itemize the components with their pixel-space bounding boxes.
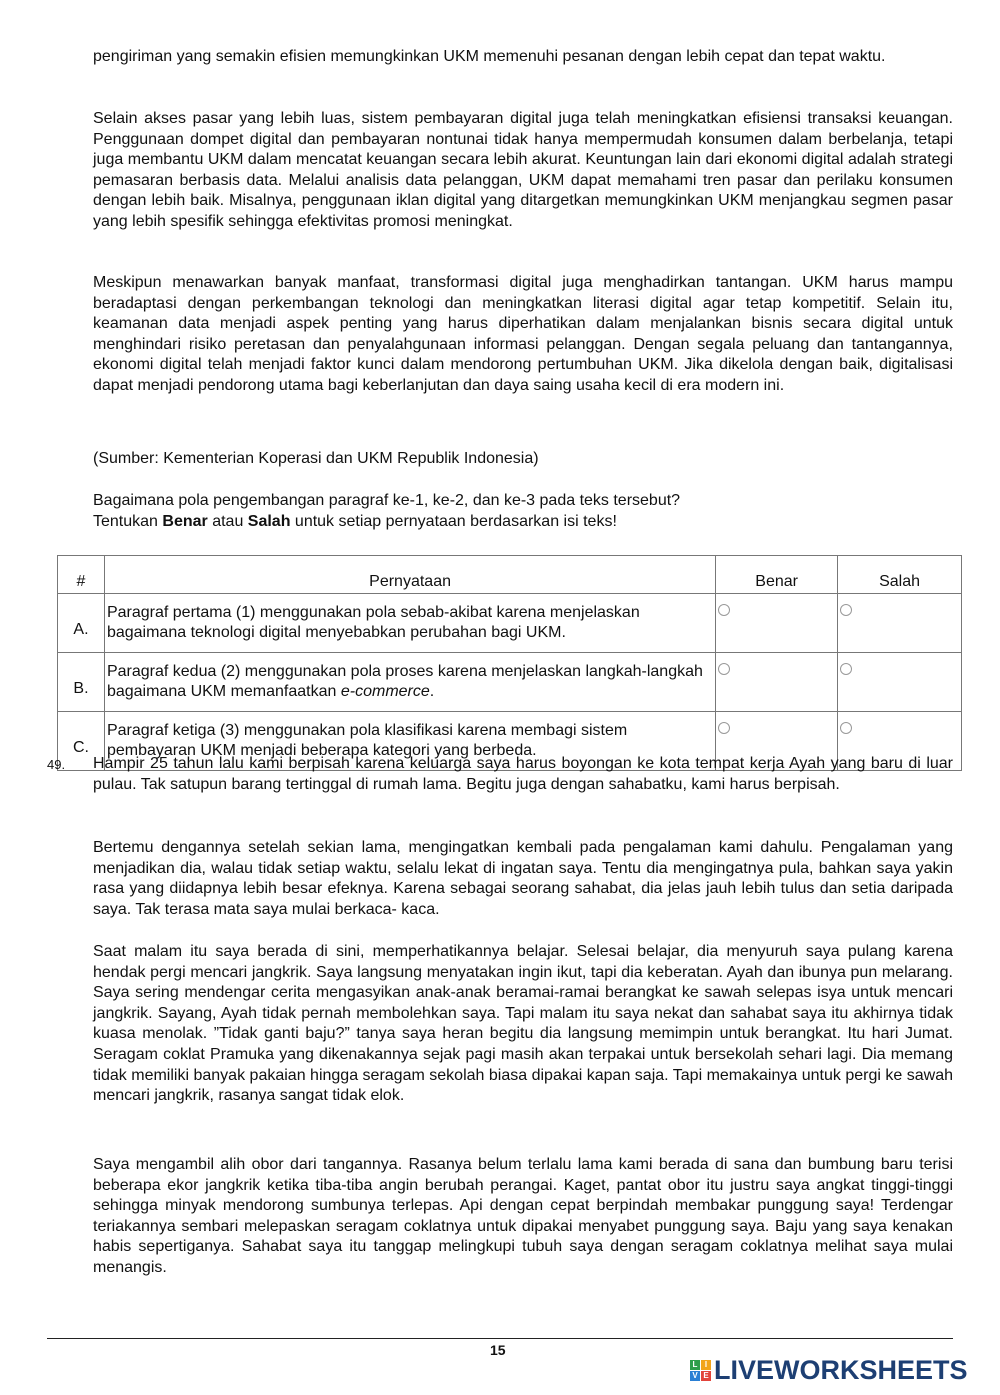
row-label: C. bbox=[58, 712, 105, 771]
question-line-1: Bagaimana pola pengembangan paragraf ke-1, ke-2, dan ke-3 pada teks tersebut? bbox=[93, 492, 681, 509]
table-row bbox=[58, 653, 962, 712]
logo-letter: V bbox=[690, 1371, 700, 1381]
logo-letter: I bbox=[701, 1360, 711, 1370]
story-paragraph-3: Saat malam itu saya berada di sini, memperhatikannya belajar. Selesai belajar, dia menyuruh saya pulang karena hendak pergi mencari jangkrik. Saya langsung menyatakan ingin ikut, tapi dia keberatan. Ayah dan ibunya pun melarang. Saya sering mendengar cerita mengasyikan anak-anak beramai-ramai berangkat ke sawah selepas isya untuk mencari jangkrik. Sayang, Ayah tidak pernah membolehkan saya. Tapi malam itu saya nekat dan sahabat saya itu akhirnya tidak kuasa menolak. ”Tidak ganti baju?” tanya saya heran begitu dia langsung memimpin untuk berangkat. Itu hari Jumat. Seragam coklat Pramuka yang dikenakannya sejak pagi masih akan terpakai untuk bersekolah sehari lagi. Dia memang tidak memiliki banyak pakaian hingga seragam sekolah biasa dipakai kapan saja. Tapi memakainya untuk pergi ke sawah mencari jangkrik, rasanya sangat tidak elok. bbox=[93, 943, 953, 1105]
question-text: Tentukan bbox=[93, 512, 163, 530]
row-statement: Paragraf ketiga (3) menggunakan pola klasifikasi karena membagi sistem pembayaran UKM menjadi beberapa kategori yang berbeda. bbox=[104, 712, 715, 771]
question-prompt bbox=[93, 491, 953, 532]
row-label: A. bbox=[58, 594, 105, 653]
statement-italic: e-commerce bbox=[340, 683, 430, 700]
statement-end: . bbox=[429, 683, 435, 700]
logo-letter: E bbox=[701, 1371, 711, 1381]
bold-benar: Benar bbox=[162, 512, 208, 530]
true-false-table bbox=[57, 555, 962, 771]
paragraph-intro-end: pengiriman yang semakin efisien memungkinkan UKM memenuhi pesanan dengan lebih cepat dan tepat waktu. bbox=[93, 48, 886, 65]
paragraph-3: Meskipun menawarkan banyak manfaat, transformasi digital juga menghadirkan tantangan. UKM harus mampu beradaptasi dengan perkembangan teknologi dan meningkatkan literasi digital agar tetap kompetitif. Selain itu, keamanan data menjadi aspek penting yang harus diperhatikan dalam menjalankan bisnis secara digital untuk menghindari risiko peretasan dan penyalahgunaan informasi pelanggan. Dengan segala peluang dan tantangannya, ekonomi digital telah menjadi faktor kunci dalam mendorong pertumbuhan UKM. Jika dikelola dengan baik, digitalisasi dapat menjadi pendorong utama bagi keberlanjutan dan daya saing usaha kecil di era modern ini. bbox=[93, 274, 953, 394]
question-text: untuk setiap pernyataan berdasarkan isi teks! bbox=[290, 512, 617, 530]
row-label: B. bbox=[58, 653, 105, 712]
question-number: 49. bbox=[47, 757, 66, 772]
benar-radio-b[interactable] bbox=[718, 663, 730, 675]
row-statement bbox=[104, 653, 715, 712]
row-statement: Paragraf pertama (1) menggunakan pola sebab-akibat karena menjelaskan bagaimana teknologi digital menyebabkan perubahan bagi UKM. bbox=[104, 594, 715, 653]
header-salah: Salah bbox=[838, 556, 962, 594]
header-statement: Pernyataan bbox=[104, 556, 715, 594]
paragraph-2: Selain akses pasar yang lebih luas, sistem pembayaran digital juga telah meningkatkan efisiensi transaksi keuangan. Penggunaan dompet digital dan pembayaran nontunai tidak hanya mempermudah konsumen dalam berbelanja, tetapi juga membantu UKM dalam mencatat keuangan secara lebih akurat. Keuntungan lain dari ekonomi digital adalah strategi pemasaran berbasis data. Melalui analisis data pelanggan, UKM dapat memahami tren pasar dan perilaku konsumen dengan lebih baik. Misalnya, penggunaan iklan digital yang ditargetkan memungkinkan UKM menjangkau segmen pasar yang lebih spesifik sehingga efektivitas promosi meningkat. bbox=[93, 110, 953, 230]
benar-radio-c[interactable] bbox=[718, 722, 730, 734]
logo-text: LIVEWORKSHEETS bbox=[714, 1355, 968, 1385]
footer-divider bbox=[47, 1338, 953, 1339]
story-paragraph-4: Saya mengambil alih obor dari tangannya. Rasanya belum terlalu lama kami berada di sana dan bumbung baru terisi beberapa ekor jangkrik ketika tiba-tiba angin berubah perangai. Kaget, pantat obor itu justru saya angkat tinggi-tinggi sehingga minyak mendorong sumbunya terlepas. Api dengan cepat berpindah membakar punggung saya! Terdengar teriakannya sembari melepaskan seragam coklatnya untuk dipakai menyabet punggung saya. Baju yang saya kenakan habis sepertiganya. Sahabat saya itu tanggap melingkupi tubuh saya dengan seragam coklatnya melihat saya mulai menangis. bbox=[93, 1156, 953, 1276]
statement-text: Paragraf kedua (2) menggunakan pola proses karena menjelaskan langkah-langkah bagaimana UKM memanfaatkan bbox=[106, 663, 703, 700]
story-paragraph-1: Hampir 25 tahun lalu kami berpisah karena keluarga saya harus boyongan ke kota tempat kerja Ayah yang baru di luar pulau. Tak satupun barang tertinggal di rumah lama. Begitu juga dengan sahabatku, kami harus berpisah. bbox=[93, 755, 953, 793]
benar-cell bbox=[716, 653, 838, 712]
benar-cell bbox=[716, 594, 838, 653]
header-number: # bbox=[58, 556, 105, 594]
table-row bbox=[58, 594, 962, 653]
question-text: atau bbox=[207, 512, 248, 530]
header-benar: Benar bbox=[716, 556, 838, 594]
table-header bbox=[58, 556, 962, 594]
logo-squares-icon bbox=[690, 1360, 711, 1381]
liveworksheets-logo bbox=[690, 1355, 968, 1386]
page-number: 15 bbox=[490, 1342, 506, 1358]
salah-radio-a[interactable] bbox=[840, 604, 852, 616]
benar-radio-a[interactable] bbox=[718, 604, 730, 616]
story-paragraph-2: Bertemu dengannya setelah sekian lama, mengingatkan kembali pada pengalaman kami dahulu. Pengalaman yang menjadikan dia, walau tidak setiap waktu, selalu lekat di ingatan saya. Tentu dia mengingatnya pula, bahkan saya yakin rasa yang diidapnya lebih besar efeknya. Karena sebagai seorang sahabat, dia jelas jauh lebih tulus dan setia daripada saya. Tak terasa mata saya mulai berkaca- kaca. bbox=[93, 839, 953, 918]
bold-salah: Salah bbox=[247, 512, 291, 530]
logo-letter: L bbox=[690, 1360, 700, 1370]
salah-cell bbox=[838, 594, 962, 653]
salah-radio-b[interactable] bbox=[840, 663, 852, 675]
salah-radio-c[interactable] bbox=[840, 722, 852, 734]
salah-cell bbox=[838, 653, 962, 712]
source-citation: (Sumber: Kementerian Koperasi dan UKM Republik Indonesia) bbox=[93, 450, 539, 467]
